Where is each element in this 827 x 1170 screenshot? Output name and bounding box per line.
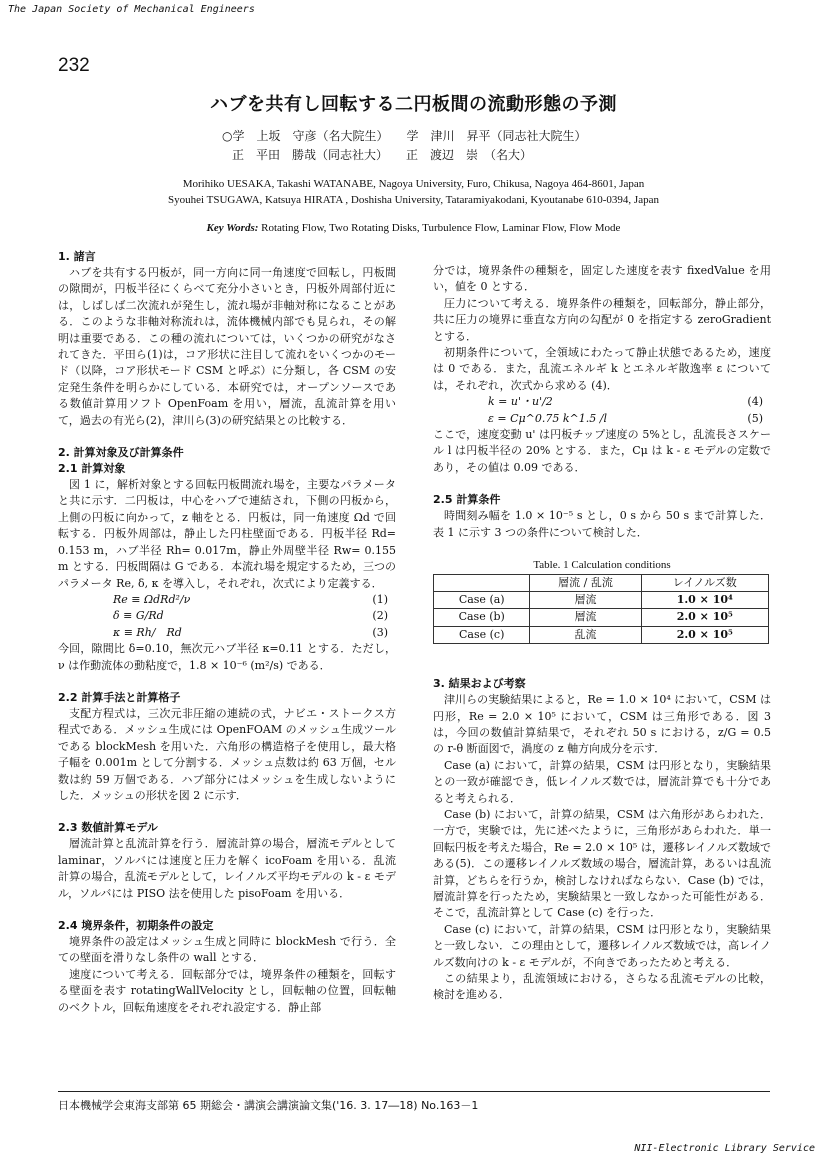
equation-3-body: κ ≡ Rh/ Rd (113, 625, 182, 639)
section-2-2-heading: 2.2 計算手法と計算格子 (58, 690, 181, 704)
equation-5 (433, 411, 771, 427)
equation-1-body: Re ≡ ΩdRd²/ν (113, 592, 191, 606)
section-2-1-heading: 2.1 計算対象 (58, 462, 126, 476)
keywords (0, 222, 827, 234)
equation-2-number: (2) (372, 609, 388, 623)
footer-citation: 日本機械学会東海支部第 65 期総会・講演会講演論文集('16. 3. 17―18) No.163－1 (58, 1099, 479, 1112)
page-number: 232 (58, 55, 90, 76)
affiliation-line-1: Morihiko UESAKA, Takashi WATANABE, Nagoya University, Furo, Chikusa, Nagoya 464-8601, Japan (182, 178, 645, 190)
equation-4-body: k = u'・u'/2 (488, 395, 553, 409)
section-2-4-heading: 2.4 境界条件，初期条件の設定 (58, 919, 214, 932)
section-1-paragraph: ハブを共有する円板が，同一方向に同一角速度で回転し，円板間の隙間が，円板半径にくらべて充分小さいとき，円板外周部付近には，しばしば二次流れが発生し，流れ場が非軸対称になることがある．このような非軸対称流れは，流体機械内部でも見られ，その解明は重要である．この種の流れについては，いくつかの研究がなされてきた．平田ら(1)は，コア形状に注目して流れをいくつかのモード（以降，コア形状モード CSM と呼ぶ）に分類し，各 CSM の安定発生条件を明らかにしている．本研究では，オープンソースである数値計算用ソフト OpenFoam を用い，層流，乱流計算を用いて，過去の有光ら(2)，津川ら(3)の研究結果との比較する． (58, 266, 396, 427)
equation-3 (58, 625, 396, 641)
table-cell: Case (b) (434, 609, 530, 626)
table-cell: 1.0 × 10⁴ (641, 591, 768, 608)
section-3-paragraph-5: この結果より，乱流領域における，さらなる乱流モデルの比較，検討を進める． (433, 972, 771, 1002)
section-2-5-paragraph: 時間刻み幅を 1.0 × 10⁻⁵ s とし，0 s から 50 s まで計算した．表 1 に示す 3 つの条件について検討した． (433, 509, 771, 539)
table-row (434, 609, 769, 626)
table-header-cell (434, 574, 530, 591)
table-cell: 2.0 × 10⁵ (641, 626, 768, 643)
section-2-4-continued: 分では，境界条件の種類を，固定した速度を表す fixedValue を用い，値を 0 とする． (433, 264, 771, 294)
library-service-footer: NII-Electronic Library Service (634, 1143, 815, 1154)
journal-header: The Japan Society of Mechanical Engineers (8, 4, 255, 15)
section-3-paragraph-3: Case (b) において，計算の結果，CSM は六角形があらわれた．一方で，実験では，先に述べたように，三角形があらわれた．単一回転円板を考えた場合，Re = 2.0 × 10⁵ は，遷移レイノルズ数域である(5)．この遷移レイノルズ数域の場合，層流計算，あるいは乱流計算，どちらを行うか，検討しなければならない．Case (b) では，層流計算を行ったため，実験結果と一致しなかった可能性がある．そこで，乱流計算として Case (c) を行った． (433, 807, 771, 920)
section-2-4-paragraph-1: 境界条件の設定はメッシュ生成と同時に blockMesh で行う．全ての壁面を滑りなし条件の wall とする． (58, 935, 396, 965)
section-3-heading: 3. 結果および考察 (433, 677, 526, 691)
section-2-1-paragraph: 図 1 に，解析対象とする回転円板間流れ場を，主要なパラメータと共に示す．二円板は，中心をハブで連結され，下側の円板から，上側の円板に向かって，z 軸をとる．円板は，同一角速度 Ωd で回転する．円板外周部は，静止した円柱壁面である．円板半径 Rd= 0.153 m，ハブ半径 Rh= 0.017m，静止外周壁半径 Rw= 0.155 m とする．円板間隔は G である．本流れ場を規定するため，三つのパラメータ Re, δ, κ を導入し，それぞれ，次式により定義する． (58, 478, 396, 590)
equation-3-number: (3) (372, 625, 388, 639)
pressure-paragraph: 圧力について考える．境界条件の種類を，回転部分，静止部分，共に圧力の境界に垂直な方向の勾配が 0 を指定する zeroGradient とする． (433, 296, 771, 343)
section-2-3-heading: 2.3 数値計算モデル (58, 821, 158, 835)
conditions-table (433, 574, 769, 645)
equation-1-number: (1) (372, 592, 388, 606)
affiliation-line-2: Syouhei TSUGAWA, Katsuya HIRATA , Doshisha University, Tataramiyakodani, Kyoutanabe 610-0394, Japan (168, 194, 659, 206)
table-cell: Case (c) (434, 626, 530, 643)
keywords-text: Rotating Flow, Two Rotating Disks, Turbulence Flow, Laminar Flow, Flow Mode (261, 222, 621, 234)
section-2-5-heading: 2.5 計算条件 (433, 493, 501, 507)
table-cell: 2.0 × 10⁵ (641, 609, 768, 626)
section-3-paragraph-4: Case (c) において，計算の結果，CSM は円形となり，実験結果と一致しない．この理由として，遷移レイノルズ数域では，高レイノルズ数向けの k - ε モデルが，不向きであったためと考える． (433, 922, 771, 969)
right-column (433, 263, 771, 1004)
table-cell: 乱流 (530, 626, 641, 643)
equation-2-body: δ ≡ G/Rd (113, 609, 164, 623)
author-line-2: 正 平田 勝哉（同志社大） 正 渡辺 崇 （名大） (232, 148, 533, 162)
turbulence-paragraph: ここで，速度変動 u' は円板チップ速度の 5%とし，乱流長さスケール l は円板半径の 20% とする．また，Cμ は k - ε モデルの定数であり，その値は 0.09 である． (433, 428, 771, 474)
section-2-heading: 2. 計算対象及び計算条件 (58, 446, 184, 460)
paper-title: ハブを共有し回転する二円板間の流動形態の予測 (210, 94, 617, 115)
table-header-row (434, 574, 769, 591)
section-2-2-paragraph: 支配方程式は，三次元非圧縮の連続の式，ナビエ・ストークス方程式である．メッシュ生成には OpenFOAM のメッシュ生成ツールである blockMesh を用いた．六角形の構造格子を使用し，最大格子幅を 0.001m として分割する．メッシュ点数は約 63 万個，セル数は約 59 万個である．ハブ部分にはメッシュを生成しないようにした．メッシュの形状を図 2 に示す． (58, 706, 396, 802)
section-2-1-paragraph-2: 今回，隙間比 δ=0.10，無次元ハブ半径 κ=0.11 とする．ただし，ν は作動流体の動粘度で，1.8 × 10⁻⁶ (m²/s) である． (58, 642, 396, 672)
table-cell: 層流 (530, 591, 641, 608)
table-caption: Table. 1 Calculation conditions (533, 559, 671, 572)
initial-condition-paragraph: 初期条件について，全領域にわたって静止状態であるため，速度は 0 である．また，乱流エネルギ k とエネルギ散逸率 ε については，それぞれ，次式から求める (4)． (433, 346, 771, 392)
section-3-paragraph-2: Case (a) において，計算の結果，CSM は円形となり，実験結果との一致が確認でき，低レイノルズ数では，層流計算でも十分であると考えられる． (433, 758, 771, 805)
table-row (434, 591, 769, 608)
section-1-heading: 1. 諸言 (58, 250, 96, 263)
table-cell: Case (a) (434, 591, 530, 608)
section-3-paragraph-1: 津川らの実験結果によると，Re = 1.0 × 10⁴ において，CSM は円形，Re = 2.0 × 10⁵ において，CSM は三角形である．図 3 は，今回の数値計算結果で，それぞれ 50 s における，z/G = 0.5 の r-θ 断面図で，渦度の z 軸方向成分を示す． (433, 693, 771, 756)
equation-4-number: (4) (747, 395, 763, 409)
equation-4 (433, 394, 771, 410)
table-header-cell: 層流 / 乱流 (530, 574, 641, 591)
keywords-label: Key Words: (206, 222, 259, 234)
section-2-4-paragraph-2: 速度について考える．回転部分では，境界条件の種類を，回転する壁面を表す rotatingWallVelocity とし，回転軸の位置，回転軸のベクトル，回転角速度をそれぞれ設定する．静止部 (58, 967, 396, 1014)
section-2-3-paragraph: 層流計算と乱流計算を行う．層流計算の場合，層流モデルとして laminar，ソルバには速度と圧力を解く icoFoam を用いる．乱流計算の場合，乱流モデルとして，レイノルズ平均モデルの k - ε モデル，ソルバには PISO 法を使用した pisoFoam を用いる． (58, 837, 396, 900)
table-header-cell: レイノルズ数 (641, 574, 768, 591)
left-column (58, 249, 396, 1016)
equation-5-number: (5) (747, 411, 763, 425)
equation-1 (58, 592, 396, 608)
equation-2 (58, 608, 396, 624)
equation-5-body: ε = Cμ^0.75 k^1.5 /l (488, 411, 607, 425)
footer-rule (58, 1091, 770, 1092)
table-cell: 層流 (530, 609, 641, 626)
author-line-1: ○学 上坂 守彦（名大院生） 学 津川 昇平（同志社大院生） (222, 129, 587, 143)
table-row (434, 626, 769, 643)
